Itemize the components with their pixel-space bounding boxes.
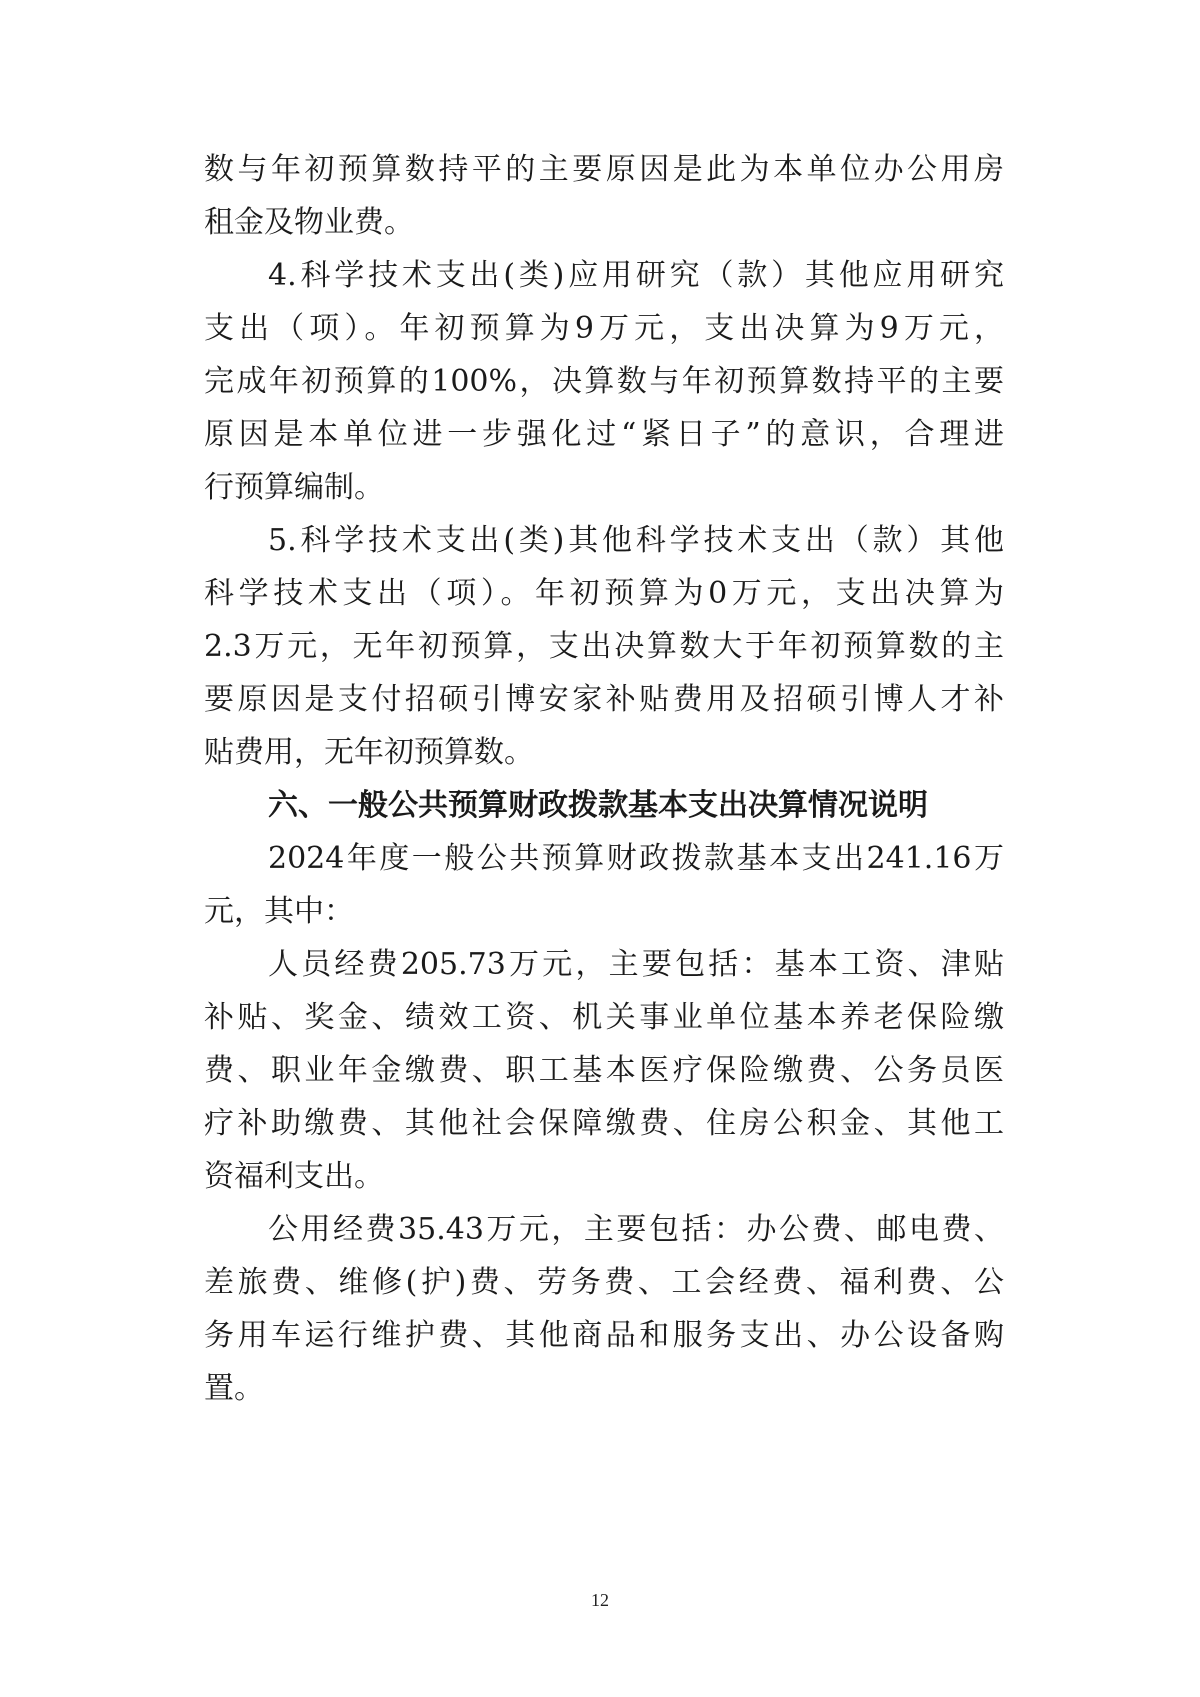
- paragraph-line: 原因是本单位进一步强化过“紧日子”的意识，合理进: [204, 417, 1004, 452]
- paragraph-line: 完成年初预算的100%，决算数与年初预算数持平的主要: [204, 364, 1004, 399]
- paragraph-line: 4.科学技术支出(类)应用研究（款）其他应用研究: [268, 258, 1004, 293]
- paragraph-line: 置。: [204, 1371, 264, 1406]
- paragraph-line: 2024年度一般公共预算财政拨款基本支出241.16万: [268, 841, 1004, 876]
- paragraph-line: 人员经费205.73万元，主要包括：基本工资、津贴: [268, 947, 1004, 982]
- paragraph-line: 支出（项）。年初预算为9万元，支出决算为9万元，: [204, 311, 1004, 346]
- paragraph-line: 2.3万元，无年初预算，支出决算数大于年初预算数的主: [204, 629, 1004, 664]
- paragraph-line: 补贴、奖金、绩效工资、机关事业单位基本养老保险缴: [204, 1000, 1004, 1035]
- page-number: 12: [591, 1590, 609, 1610]
- section-heading: 六、一般公共预算财政拨款基本支出决算情况说明: [268, 788, 928, 823]
- paragraph-line: 疗补助缴费、其他社会保障缴费、住房公积金、其他工: [204, 1106, 1004, 1141]
- paragraph-line: 费、职业年金缴费、职工基本医疗保险缴费、公务员医: [204, 1053, 1004, 1088]
- paragraph-line: 5.科学技术支出(类)其他科学技术支出（款）其他: [268, 523, 1004, 558]
- paragraph-line: 资福利支出。: [204, 1159, 384, 1194]
- paragraph-line: 元，其中：: [204, 894, 354, 929]
- paragraph-line: 公用经费35.43万元，主要包括：办公费、邮电费、: [268, 1212, 1004, 1247]
- paragraph-line: 贴费用，无年初预算数。: [204, 735, 534, 770]
- paragraph-line: 要原因是支付招硕引博安家补贴费用及招硕引博人才补: [204, 682, 1004, 717]
- paragraph-line: 科学技术支出（项）。年初预算为0万元，支出决算为: [204, 576, 1004, 611]
- paragraph-line: 务用车运行维护费、其他商品和服务支出、办公设备购: [204, 1318, 1004, 1353]
- paragraph-line: 行预算编制。: [204, 470, 384, 505]
- paragraph-line: 数与年初预算数持平的主要原因是此为本单位办公用房: [204, 152, 1004, 187]
- paragraph-line: 差旅费、维修(护)费、劳务费、工会经费、福利费、公: [204, 1265, 1004, 1300]
- paragraph-line: 租金及物业费。: [204, 205, 414, 240]
